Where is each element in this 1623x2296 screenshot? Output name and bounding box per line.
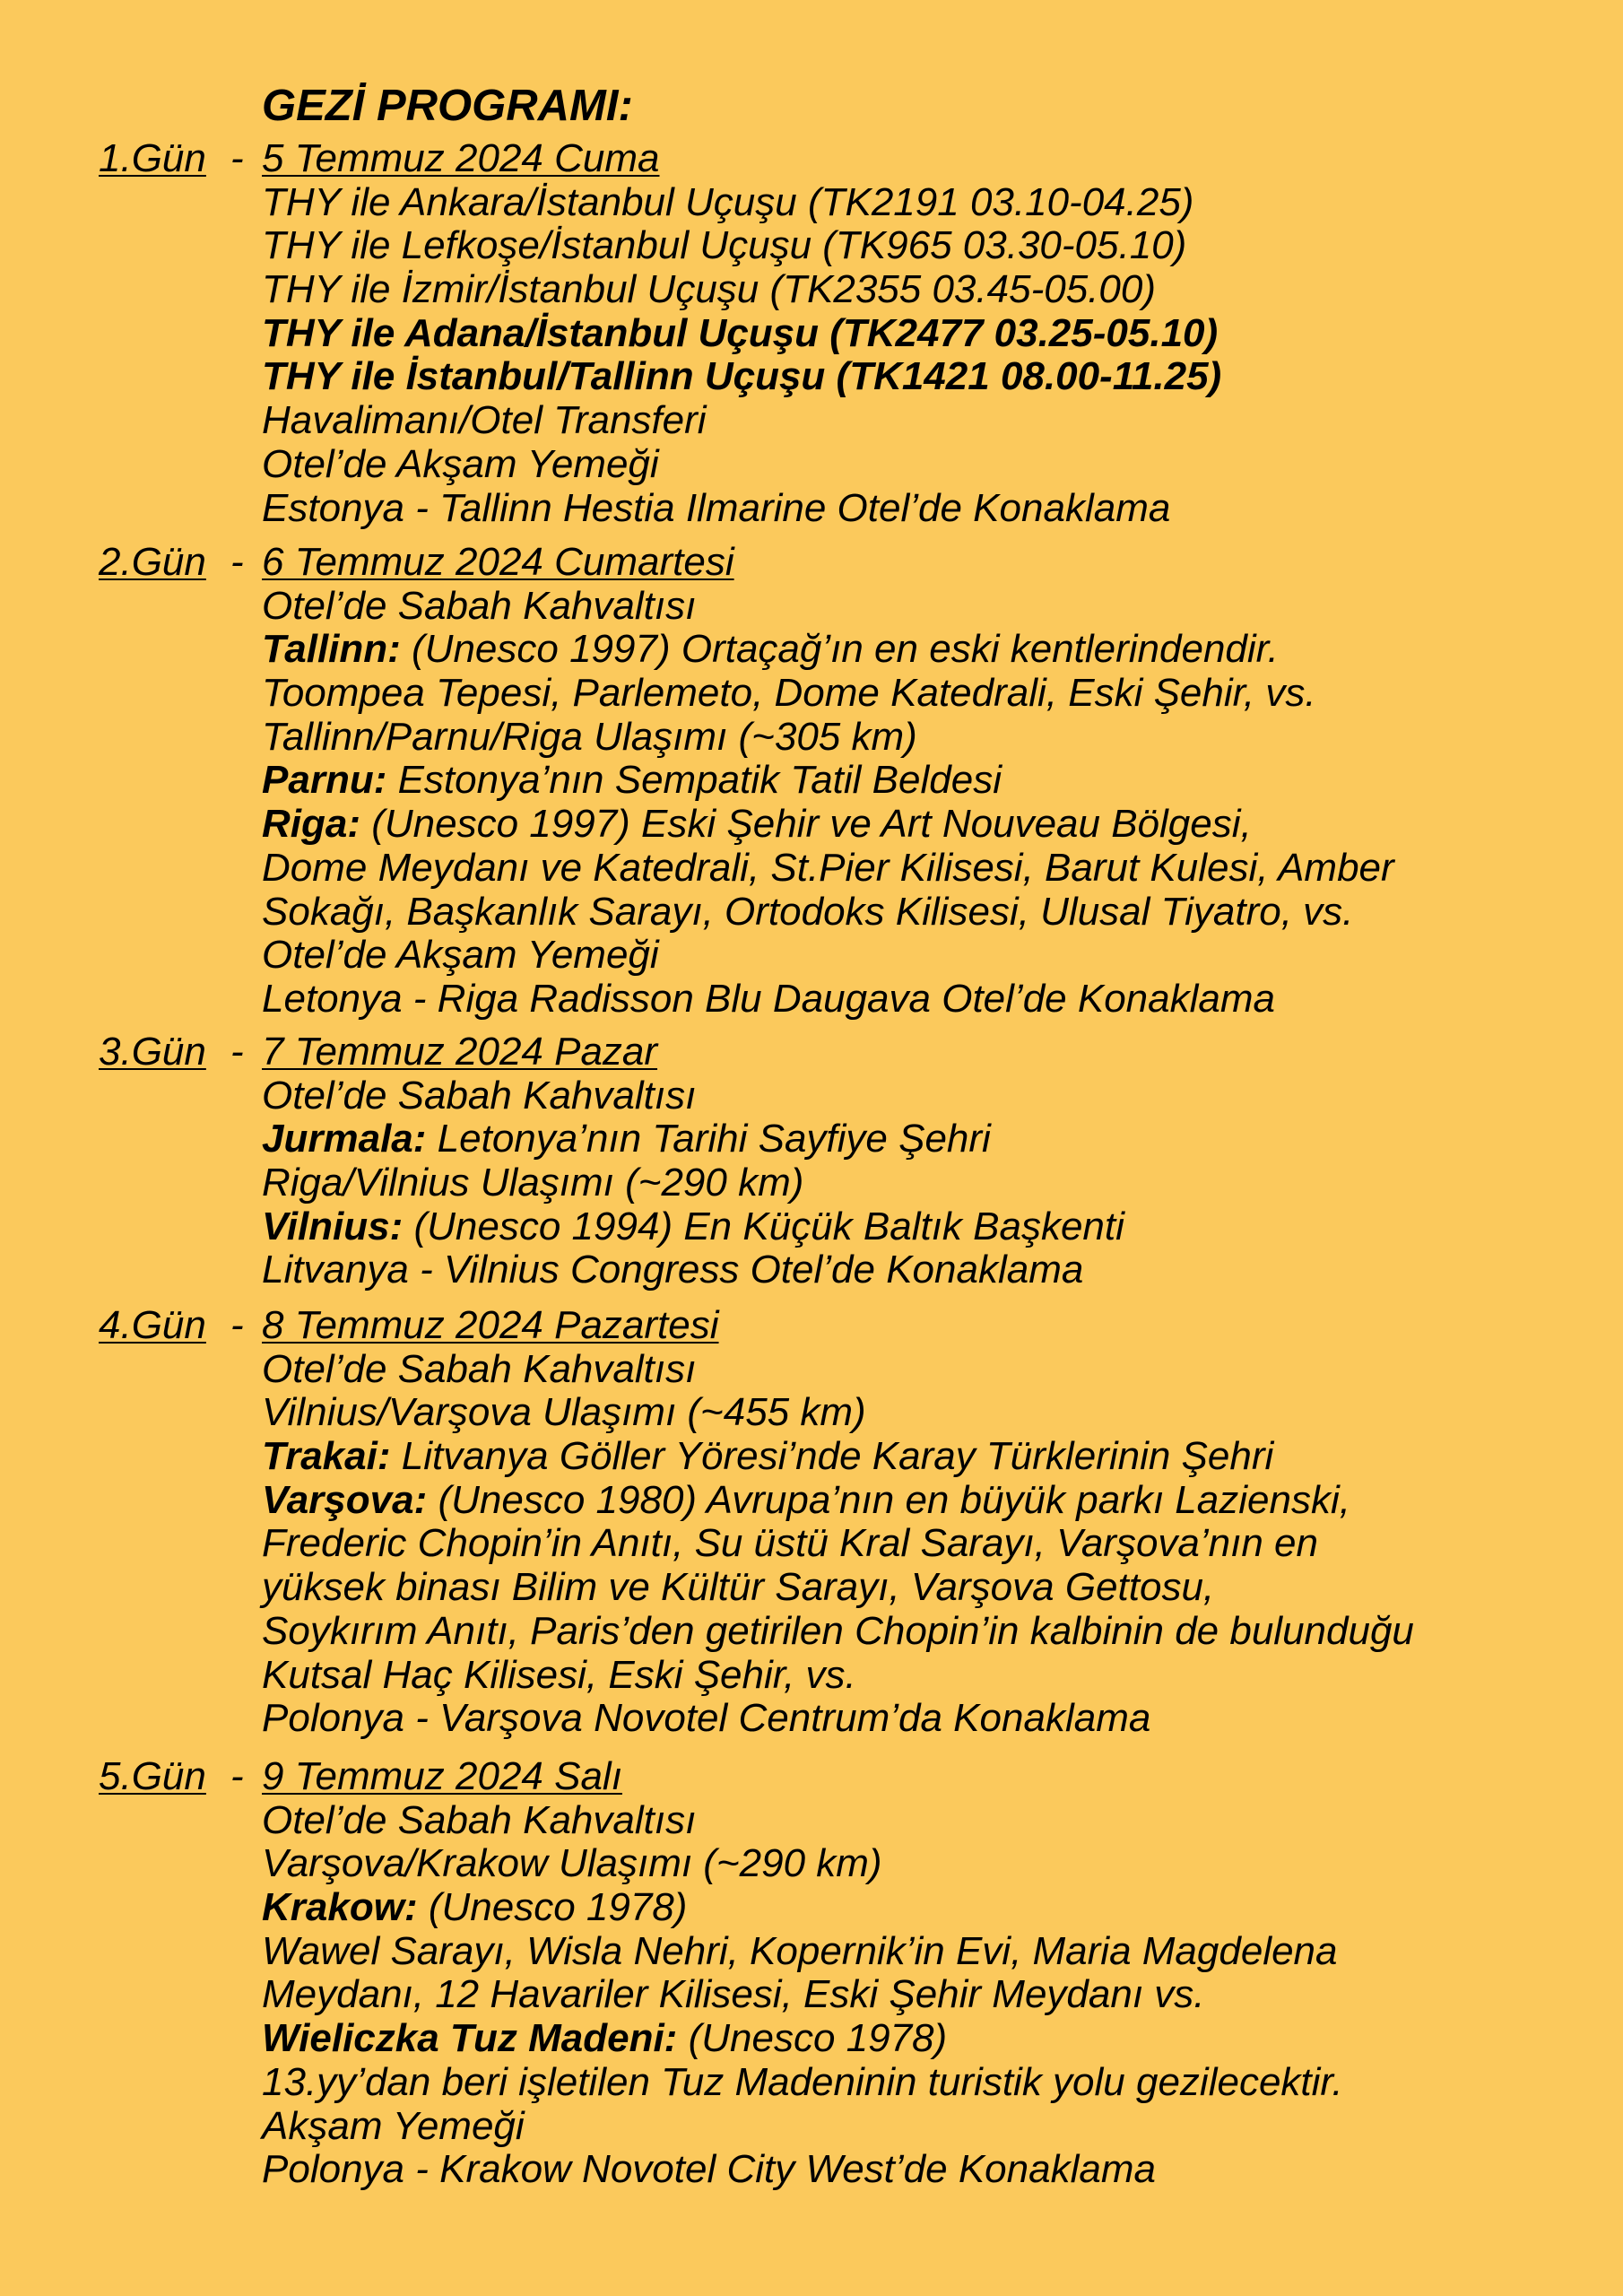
- itinerary-text: Otel’de Sabah Kahvaltısı: [262, 1797, 697, 1842]
- day-itinerary: [262, 1074, 1607, 1292]
- itinerary-line: [262, 1391, 1607, 1435]
- day-separator: -: [230, 136, 244, 180]
- itinerary-text: Meydanı, 12 Havariler Kilisesi, Eski Şehir Meydanı vs.: [262, 1972, 1205, 2017]
- itinerary-text: THY ile Lefkoşe/İstanbul Uçuşu (TK965 03.30-05.10): [262, 223, 1187, 268]
- itinerary-line: [262, 1522, 1607, 1566]
- itinerary-line: [262, 672, 1607, 716]
- itinerary-text: Vilnius/Varşova Ulaşımı (~455 km): [262, 1390, 866, 1435]
- itinerary-line: [262, 1930, 1607, 1974]
- day-block: [0, 1755, 1623, 2192]
- place-name: Parnu:: [262, 758, 387, 803]
- place-name: Krakow:: [262, 1885, 418, 1930]
- itinerary-text: Otel’de Akşam Yemeği: [262, 933, 659, 978]
- itinerary-text: Otel’de Sabah Kahvaltısı: [262, 1073, 697, 1118]
- itinerary-text: Estonya - Tallinn Hestia Ilmarine Otel’de Konaklama: [262, 485, 1171, 530]
- day-header: [0, 1304, 1623, 1348]
- day-header: [0, 1755, 1623, 1799]
- itinerary-text: Frederic Chopin’in Anıtı, Su üstü Kral Sarayı, Varşova’nın en: [262, 1521, 1318, 1566]
- itinerary-line: [262, 978, 1607, 1022]
- itinerary-text: THY ile Ankara/İstanbul Uçuşu (TK2191 03.10-04.25): [262, 179, 1194, 224]
- itinerary-line: [262, 934, 1607, 978]
- itinerary-text: Otel’de Sabah Kahvaltısı: [262, 583, 697, 628]
- itinerary-line: [262, 268, 1607, 312]
- itinerary-line: [262, 1348, 1607, 1392]
- itinerary-line: [262, 1842, 1607, 1886]
- itinerary-line: [262, 1205, 1607, 1249]
- itinerary-line: [262, 585, 1607, 629]
- itinerary-line: [262, 2148, 1607, 2192]
- itinerary-line: [262, 1697, 1607, 1741]
- place-name: Varşova:: [262, 1477, 428, 1522]
- day-separator: -: [230, 540, 244, 584]
- itinerary-line: [262, 1118, 1607, 1161]
- itinerary-text: THY ile Adana/İstanbul Uçuşu (TK2477 03.25-05.10): [262, 310, 1219, 355]
- itinerary-text: Soykırım Anıtı, Paris’den getirilen Chopin’in kalbinin de bulunduğu: [262, 1608, 1414, 1653]
- itinerary-line: [262, 716, 1607, 760]
- day-itinerary: [262, 181, 1607, 531]
- itinerary-line: [262, 443, 1607, 487]
- itinerary-text: Dome Meydanı ve Katedrali, St.Pier Kilisesi, Barut Kulesi, Amber: [262, 845, 1394, 890]
- itinerary-text: (Unesco 1997) Eski Şehir ve Art Nouveau Bölgesi,: [360, 802, 1252, 847]
- itinerary-line: [262, 312, 1607, 356]
- itinerary-line: [262, 1161, 1607, 1205]
- itinerary-line: [262, 1799, 1607, 1843]
- day-label: 5.Gün: [99, 1754, 206, 1798]
- place-name: Jurmala:: [262, 1117, 427, 1161]
- itinerary-text: Akşam Yemeği: [262, 2103, 525, 2148]
- itinerary-line: [262, 2017, 1607, 2061]
- itinerary-line: [262, 1566, 1607, 1610]
- itinerary-line: [262, 355, 1607, 399]
- itinerary-line: [262, 487, 1607, 531]
- itinerary-text: Sokağı, Başkanlık Sarayı, Ortodoks Kilisesi, Ulusal Tiyatro, vs.: [262, 889, 1354, 934]
- day-label: 2.Gün: [99, 540, 206, 584]
- itinerary-line: [262, 2061, 1607, 2105]
- itinerary-text: Litvanya Göller Yöresi’nde Karay Türklerinin Şehri: [390, 1434, 1274, 1479]
- itinerary-text: yüksek binası Bilim ve Kültür Sarayı, Varşova Gettosu,: [262, 1565, 1215, 1610]
- day-itinerary: [262, 585, 1607, 1022]
- itinerary-text: Otel’de Sabah Kahvaltısı: [262, 1346, 697, 1391]
- itinerary-text: 13.yy’dan beri işletilen Tuz Madeninin turistik yolu gezilecektir.: [262, 2059, 1343, 2104]
- itinerary-text: Estonya’nın Sempatik Tatil Beldesi: [386, 758, 1002, 803]
- itinerary-line: [262, 759, 1607, 803]
- itinerary-text: (Unesco 1994) En Küçük Baltık Başkenti: [403, 1204, 1124, 1248]
- itinerary-text: Otel’de Akşam Yemeği: [262, 441, 659, 486]
- itinerary-line: [262, 1886, 1607, 1930]
- itinerary-line: [262, 1610, 1607, 1654]
- itinerary-text: Kutsal Haç Kilisesi, Eski Şehir, vs.: [262, 1652, 856, 1697]
- itinerary-text: THY ile İstanbul/Tallinn Uçuşu (TK1421 08.00-11.25): [262, 354, 1222, 399]
- itinerary-text: Letonya - Riga Radisson Blu Daugava Otel’de Konaklama: [262, 976, 1275, 1021]
- day-label: 1.Gün: [99, 136, 206, 180]
- itinerary-text: Havalimanı/Otel Transferi: [262, 398, 707, 443]
- itinerary-text: Polonya - Varşova Novotel Centrum’da Konaklama: [262, 1696, 1151, 1741]
- itinerary-line: [262, 1654, 1607, 1698]
- itinerary-line: [262, 891, 1607, 935]
- itinerary-line: [262, 847, 1607, 891]
- place-name: Tallinn:: [262, 627, 401, 672]
- itinerary-line: [262, 803, 1607, 847]
- day-date: 5 Temmuz 2024 Cuma: [262, 136, 660, 180]
- itinerary-line: [262, 1479, 1607, 1523]
- day-label: 3.Gün: [99, 1030, 206, 1074]
- itinerary-line: [262, 181, 1607, 225]
- day-block: [0, 1031, 1623, 1292]
- day-block: [0, 1304, 1623, 1741]
- itinerary-text: (Unesco 1980) Avrupa’nın en büyük parkı Lazienski,: [427, 1477, 1350, 1522]
- day-label: 4.Gün: [99, 1303, 206, 1347]
- itinerary-line: [262, 399, 1607, 443]
- day-header: [0, 541, 1623, 585]
- itinerary-line: [262, 1074, 1607, 1118]
- place-name: Trakai:: [262, 1434, 391, 1479]
- itinerary-text: Wawel Sarayı, Wisla Nehri, Kopernik’in Evi, Maria Magdelena: [262, 1928, 1338, 1973]
- day-date: 9 Temmuz 2024 Salı: [262, 1754, 622, 1798]
- day-block: [0, 541, 1623, 1022]
- itinerary-line: [262, 224, 1607, 268]
- day-separator: -: [230, 1303, 244, 1347]
- itinerary-text: Letonya’nın Tarihi Sayfiye Şehri: [426, 1117, 991, 1161]
- itinerary-text: (Unesco 1997) Ortaçağ’ın en eski kentlerindendir.: [400, 627, 1279, 672]
- itinerary-line: [262, 628, 1607, 672]
- itinerary-text: (Unesco 1978): [677, 2016, 948, 2061]
- day-separator: -: [230, 1754, 244, 1798]
- day-date: 7 Temmuz 2024 Pazar: [262, 1030, 658, 1074]
- day-separator: -: [230, 1030, 244, 1074]
- itinerary-text: (Unesco 1978): [417, 1885, 688, 1930]
- itinerary-text: Toompea Tepesi, Parlemeto, Dome Katedrali, Eski Şehir, vs.: [262, 671, 1316, 716]
- day-date: 6 Temmuz 2024 Cumartesi: [262, 540, 734, 584]
- day-date: 8 Temmuz 2024 Pazartesi: [262, 1303, 719, 1347]
- itinerary-text: Tallinn/Parnu/Riga Ulaşımı (~305 km): [262, 714, 917, 759]
- day-itinerary: [262, 1799, 1607, 2192]
- itinerary-text: Litvanya - Vilnius Congress Otel’de Konaklama: [262, 1248, 1084, 1292]
- itinerary-line: [262, 1435, 1607, 1479]
- itinerary-text: Riga/Vilnius Ulaşımı (~290 km): [262, 1161, 804, 1205]
- day-block: [0, 137, 1623, 530]
- day-itinerary: [262, 1348, 1607, 1741]
- itinerary-line: [262, 2105, 1607, 2149]
- page-title: GEZİ PROGRAMI:: [262, 82, 633, 130]
- day-header: [0, 137, 1623, 181]
- itinerary-text: THY ile İzmir/İstanbul Uçuşu (TK2355 03.45-05.00): [262, 267, 1156, 312]
- itinerary-line: [262, 1973, 1607, 2017]
- itinerary-text: Polonya - Krakow Novotel City West’de Konaklama: [262, 2147, 1156, 2192]
- itinerary-line: [262, 1248, 1607, 1292]
- place-name: Riga:: [262, 802, 360, 847]
- day-header: [0, 1031, 1623, 1074]
- place-name: Wieliczka Tuz Madeni:: [262, 2016, 678, 2061]
- itinerary-text: Varşova/Krakow Ulaşımı (~290 km): [262, 1841, 882, 1886]
- place-name: Vilnius:: [262, 1204, 404, 1248]
